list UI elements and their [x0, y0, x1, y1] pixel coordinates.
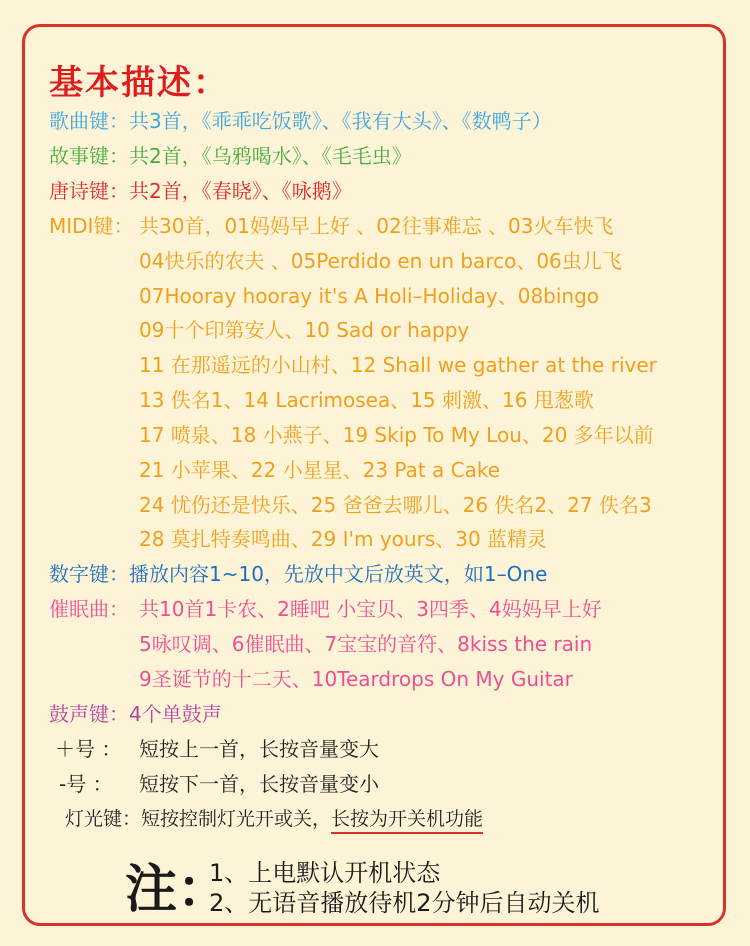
drum-label: 鼓声键：: [49, 702, 129, 726]
minus-text: 短按下一首，长按音量变小: [139, 772, 379, 796]
number-text: 播放内容1~10，先放中文后放英文，如1–One: [129, 562, 548, 586]
minus-label: -号 ：: [59, 772, 113, 796]
midi-line: 07Hooray hooray it's A Holi–Holiday、08bingo: [139, 284, 600, 308]
note-item: 2、无语音播放待机2分钟后自动关机: [209, 889, 600, 917]
song-row: [49, 109, 552, 133]
lullaby-label: 催眠曲：: [49, 597, 129, 621]
poem-text: 共2首，《春晓》、《咏鹅》: [129, 179, 352, 203]
midi-line: 04快乐的农夫 、05Perdido en un barco、06虫儿飞: [139, 249, 622, 273]
description-card: [22, 24, 726, 926]
lullaby-line: 共10首1卡农、2睡吧 小宝贝、3四季、4妈妈早上好: [139, 597, 602, 621]
midi-line: 28 莫扎特奏鸣曲、29 I'm yours、30 蓝精灵: [139, 527, 548, 551]
light-label: 灯光键：: [65, 808, 142, 830]
midi-line: 17 喷泉、18 小燕子、19 Skip To My Lou、20 多年以前: [139, 423, 654, 447]
note-item: 1、上电默认开机状态: [209, 859, 441, 887]
poem-label: 唐诗键：: [49, 179, 129, 203]
midi-line: 09十个印第安人、10 Sad or happy: [139, 318, 470, 342]
number-row: [49, 562, 547, 586]
midi-label: MIDI键：: [49, 214, 134, 238]
lullaby-line: 5咏叹调、6催眠曲、7宝宝的音符、8kiss the rain: [139, 632, 593, 656]
light-text-underlined: 长按为开关机功能: [331, 808, 483, 834]
song-text: 共3首，《乖乖吃饭歌》、《我有大头》、《数鸭子）: [129, 109, 552, 133]
song-label: 歌曲键：: [49, 109, 129, 133]
midi-line: 21 小苹果、22 小星星、23 Pat a Cake: [139, 458, 501, 482]
midi-line: 13 佚名1、14 Lacrimosea、15 刺激、16 甩葱歌: [139, 388, 594, 412]
drum-row: [49, 702, 222, 726]
story-label: 故事键：: [49, 144, 129, 168]
midi-line: 共30首，01妈妈早上好 、02往事难忘 、03火车快飞: [139, 214, 614, 238]
light-text: 短按控制灯光开或关，: [141, 808, 332, 830]
drum-text: 4个单鼓声: [129, 702, 222, 726]
story-row: [49, 144, 412, 168]
plus-label: ＋号 ：: [55, 737, 122, 761]
light-row: [65, 807, 483, 831]
note-mark: 注：: [125, 860, 230, 920]
number-label: 数字键：: [49, 562, 129, 586]
lullaby-line: 9圣诞节的十二天、10Teardrops On My Guitar: [139, 667, 573, 691]
midi-line: 24 忧伤还是快乐、25 爸爸去哪儿、26 佚名2、27 佚名3: [139, 493, 652, 517]
plus-text: 短按上一首，长按音量变大: [139, 737, 379, 761]
midi-line: 11 在那遥远的小山村、12 Shall we gather at the river: [139, 353, 657, 377]
story-text: 共2首，《乌鸦喝水》、《毛毛虫》: [129, 144, 412, 168]
poem-row: [49, 179, 352, 203]
page-title: 基本描述：: [49, 63, 229, 103]
